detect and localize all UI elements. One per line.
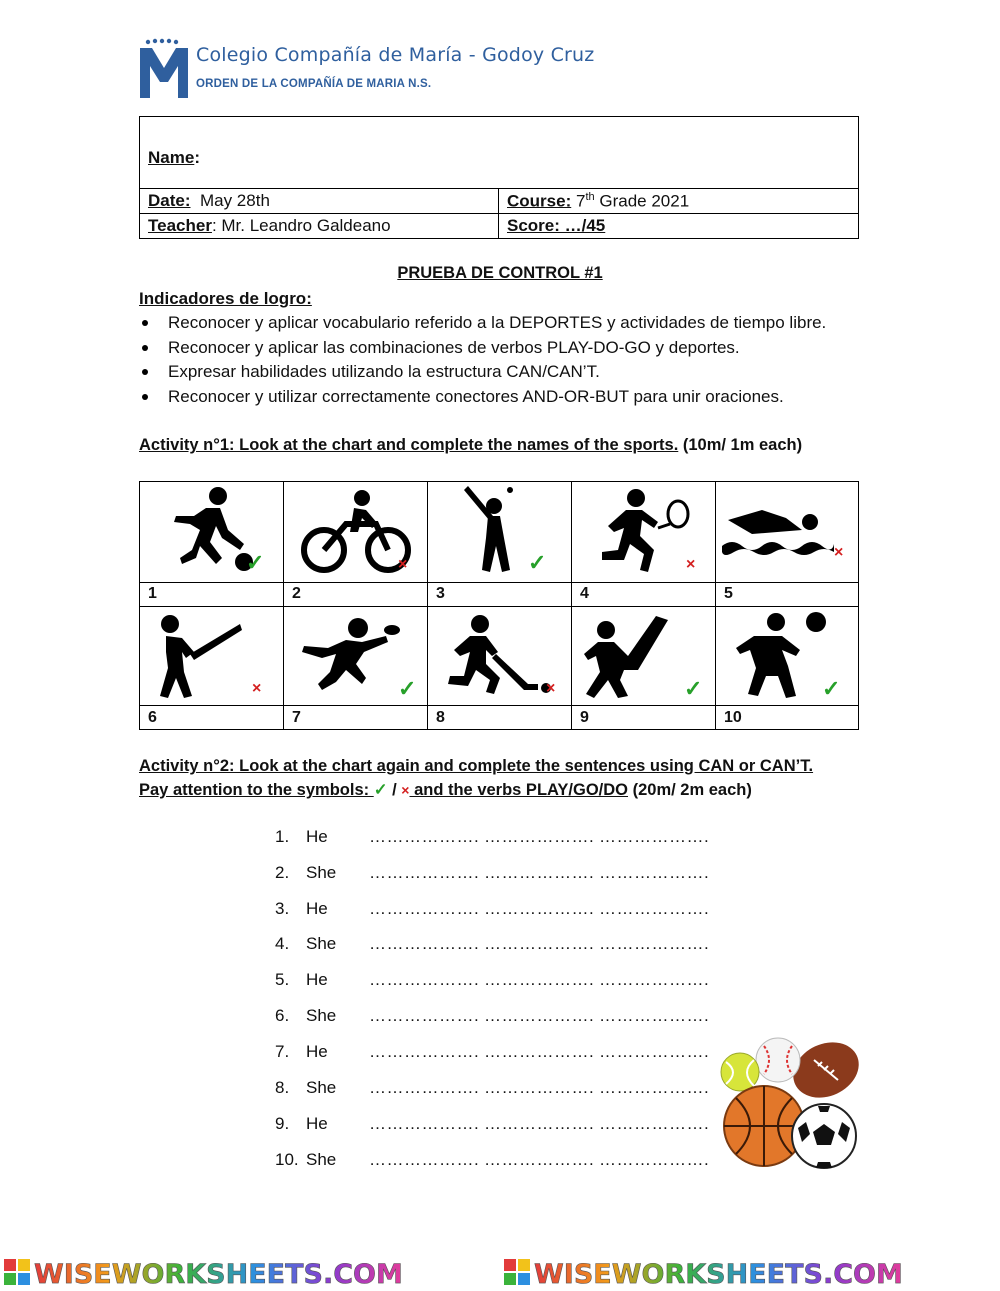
blank-field[interactable]: ………………. [369,1078,480,1097]
sentence-number: 8. [275,1078,290,1097]
blank-field[interactable]: ………………. [599,970,710,989]
sentence-subject: He [306,970,328,989]
sentence-row [275,1114,714,1134]
activity1-title: Activity n°1: Look at the chart and complete the names of the sports. [139,436,679,454]
sentence-subject: He [306,1114,328,1133]
tennis-player-icon [588,488,698,578]
school-logo [138,38,190,100]
indicators-list [139,313,826,412]
grid-divider [571,482,572,729]
blank-field[interactable]: ………………. [484,1078,595,1097]
indicator-text: Reconocer y aplicar las combinaciones de verbos PLAY-DO-GO y deportes. [168,337,740,357]
cross-mark-icon: × [546,680,556,697]
sentence-row [275,1006,714,1026]
soccer-player-icon [160,486,260,578]
blank-field[interactable]: ………………. [369,827,480,846]
blank-field[interactable]: ………………. [369,934,480,953]
blank-field[interactable]: ………………. [599,1078,710,1097]
name-label: Name [148,147,195,167]
indicators-title: Indicadores de logro: [139,289,312,308]
blank-field[interactable]: ………………. [599,863,710,882]
indicator-item [139,313,826,338]
blank-field[interactable]: ………………. [369,1042,480,1061]
grid-divider [140,582,858,583]
watermark-text: WISEWORKSHEETS.COM [34,1259,403,1290]
score-cell [499,214,859,239]
blank-field[interactable]: ………………. [599,1150,710,1169]
cross-mark-icon: × [686,556,696,573]
bullet-icon [142,345,148,351]
sentence-subject: She [306,934,337,953]
course-grade-suffix: th [585,190,595,203]
sentence-number: 2. [275,863,290,882]
indicator-text: Expresar habilidades utilizando la estructura CAN/CAN’T. [168,362,600,382]
score-label: Score: …/45 [507,216,606,235]
blank-field[interactable]: ………………. [599,1042,710,1061]
sentence-number: 7. [275,1042,290,1061]
check-mark-icon: ✓ [398,676,417,701]
sport-number: 7 [292,709,301,726]
wise-logo-icon [4,1259,30,1285]
blank-field[interactable]: ………………. [484,827,595,846]
activity2-subtitle [139,780,752,800]
sentence-subject: She [306,1006,337,1025]
school-name: Colegio Compañía de María - Godoy Cruz [196,44,595,66]
sport-number: 10 [724,709,742,726]
blank-field[interactable]: ………………. [369,1114,480,1133]
blank-field[interactable]: ………………. [369,970,480,989]
name-cell[interactable] [140,117,859,189]
sports-balls-image [718,1032,863,1172]
symbol-separator: / [387,781,402,799]
course-label: Course: [507,191,572,211]
sports-chart [139,481,859,730]
grid-divider [283,482,284,729]
sport-number: 9 [580,709,589,726]
wise-logo-icon [504,1259,530,1285]
hockey-player-icon [436,612,556,700]
name-colon: : [194,147,200,167]
grid-divider [140,705,858,706]
check-mark-icon: ✓ [373,781,388,799]
blank-field[interactable]: ………………. [599,1006,710,1025]
indicator-item [139,338,826,363]
blank-field[interactable]: ………………. [484,899,595,918]
sentence-number: 3. [275,899,290,918]
blank-field[interactable]: ………………. [484,1042,595,1061]
sentence-subject: He [306,827,328,846]
blank-field[interactable]: ………………. [484,1114,595,1133]
sentence-row [275,1078,714,1098]
swimmer-icon [722,500,834,562]
test-title: PRUEBA DE CONTROL #1 [397,264,603,282]
sentence-subject: He [306,899,328,918]
bullet-icon [142,394,148,400]
sentence-number: 6. [275,1006,290,1025]
check-mark-icon: ✓ [822,676,841,701]
sentence-number: 9. [275,1114,290,1133]
bullet-icon [142,320,148,326]
sport-number: 6 [148,709,157,726]
blank-field[interactable]: ………………. [484,863,595,882]
blank-field[interactable]: ………………. [484,934,595,953]
blank-field[interactable]: ………………. [599,1114,710,1133]
course-cell [499,189,859,214]
sentence-number: 1. [275,827,290,846]
baseball-batter-icon [154,612,244,700]
sentence-row [275,1042,714,1062]
check-mark-icon: ✓ [684,676,703,701]
blank-field[interactable]: ………………. [369,899,480,918]
sport-number: 5 [724,585,733,602]
sentence-row [275,899,714,919]
indicator-item [139,362,826,387]
blank-field[interactable]: ………………. [599,899,710,918]
date-value: May 28th [199,191,270,210]
activity1-points: (10m/ 1m each) [678,436,803,454]
indicator-text: Reconocer y aplicar vocabulario referido a la DEPORTES y actividades de tiempo libre. [168,313,827,332]
blank-field[interactable]: ………………. [484,970,595,989]
indicator-text: Reconocer y utilizar correctamente conectores AND-OR-BUT para unir oraciones. [168,387,784,407]
blank-field[interactable]: ………………. [369,1150,480,1169]
bullet-icon [142,369,148,375]
blank-field[interactable]: ………………. [484,1006,595,1025]
sentence-number: 10. [275,1150,299,1169]
activity1-heading [139,436,802,455]
grid-divider [140,606,858,607]
order-name: ORDEN DE LA COMPAÑÍA DE MARIA N.S. [196,78,432,90]
check-mark-icon: ✓ [528,550,547,575]
course-grade: 7 [575,191,586,211]
blank-field[interactable]: ………………. [599,827,710,846]
check-mark-icon: ✓ [246,550,265,575]
volleyball-player-icon [732,610,832,700]
indicator-item [139,387,826,412]
sentence-row [275,934,714,954]
activity2-points: (20m/ 2m each) [628,781,752,799]
blank-field[interactable]: ………………. [599,934,710,953]
student-info-table [139,116,859,239]
golfer-icon [458,482,538,578]
sport-number: 2 [292,585,301,602]
footer-watermark [0,1253,1000,1291]
sentence-row [275,1150,714,1170]
activity2-title: Activity n°2: Look at the chart again and complete the sentences using CAN or CAN’T. [139,757,814,775]
sport-number: 1 [148,585,157,602]
cross-mark-icon: × [398,556,408,573]
course-year: Grade 2021 [599,191,690,211]
teacher-value: : Mr. Leandro Galdeano [211,216,391,235]
date-label: Date: [148,191,191,210]
cross-mark-icon: × [401,782,410,798]
sentence-row [275,827,714,847]
blank-field[interactable]: ………………. [484,1150,595,1169]
blank-field[interactable]: ………………. [369,1006,480,1025]
sentence-number: 4. [275,934,290,953]
grid-divider [715,482,716,729]
sentence-subject: She [306,1078,337,1097]
sentence-subject: She [306,1150,337,1169]
sentence-row [275,863,714,883]
football-player-icon [292,612,402,700]
activity2-verbs: and the verbs PLAY/GO/DO [409,781,629,799]
sentence-subject: He [306,1042,328,1061]
blank-field[interactable]: ………………. [369,863,480,882]
karate-kick-icon [584,610,684,700]
date-cell [140,189,499,214]
teacher-label: Teacher [148,216,212,235]
cross-mark-icon: × [834,544,844,561]
sport-number: 4 [580,585,589,602]
cross-mark-icon: × [252,680,262,697]
sport-number: 3 [436,585,445,602]
sport-number: 8 [436,709,445,726]
sentence-number: 5. [275,970,290,989]
grid-divider [427,482,428,729]
sentence-row [275,970,714,990]
teacher-cell [140,214,499,239]
watermark-text: WISEWORKSHEETS.COM [534,1259,903,1290]
activity2-instruction: Pay attention to the symbols: [139,781,374,799]
sentence-subject: She [306,863,337,882]
